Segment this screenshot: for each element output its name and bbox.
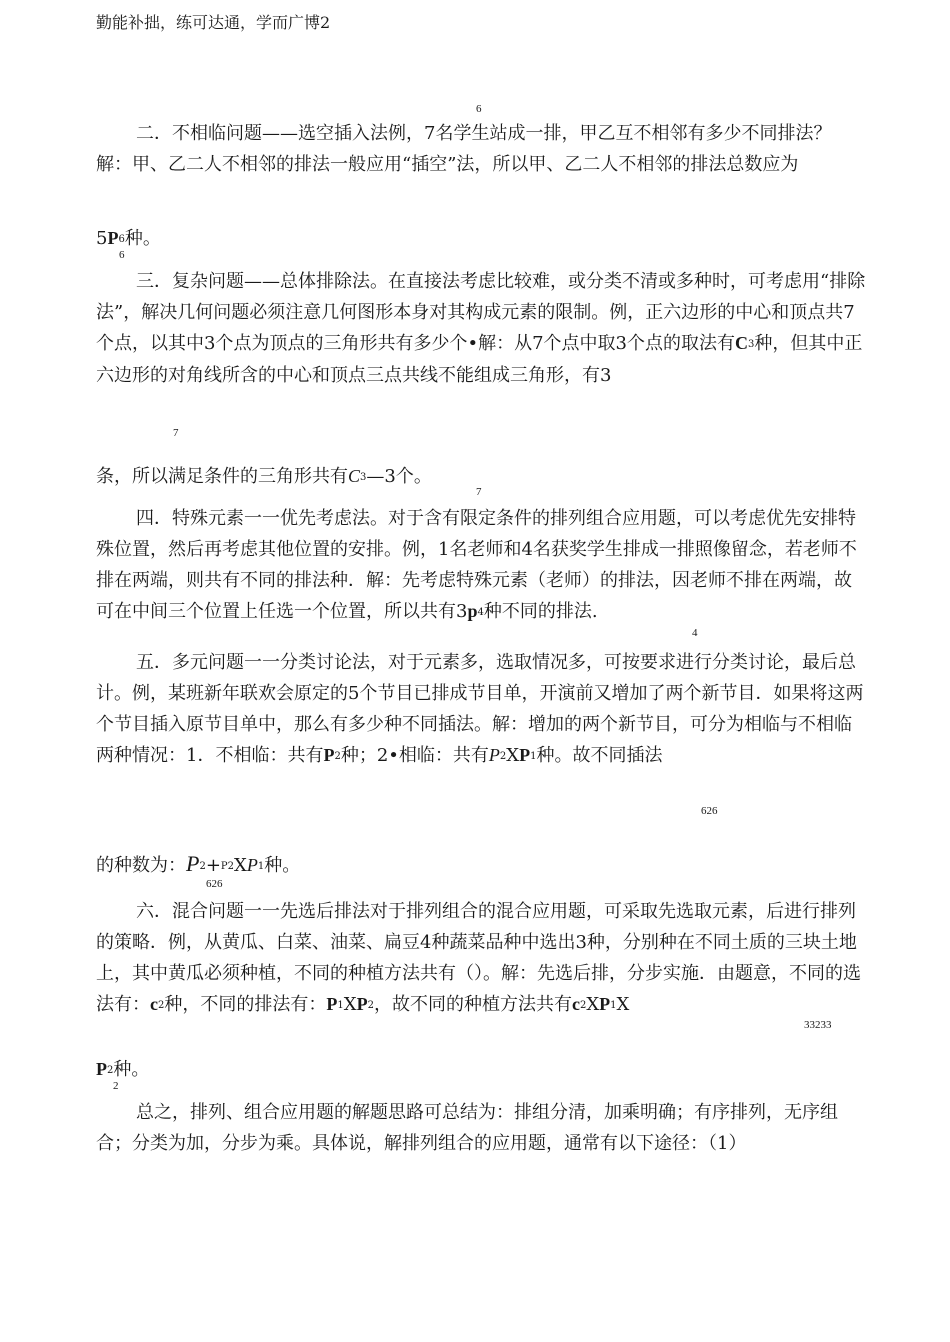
s5-x1: X (506, 745, 520, 766)
s5-sym3: P (519, 745, 531, 765)
s5-x2: X (234, 855, 247, 876)
s6-x3: X (616, 994, 630, 1015)
s6-x2: X (586, 994, 600, 1015)
s5-mid: 种；2•相临：共有 (340, 745, 489, 766)
s5-plus: + (205, 855, 221, 876)
section-2-paragraph: 二．不相临问题——选空插入法例，7名学生站成一排，甲乙互不相邻有多少不同排法？解：甲、乙二人不相邻的排法一般应用“插空”法，所以甲、乙二人不相邻的排法总数应为 (96, 123, 832, 175)
s5-f1-sub: 2 (199, 861, 206, 872)
summary-paragraph: 总之，排列、组合应用题的解题思路可总结为：排组分清，加乘明确；有序排列，无序组合；分类为加，分步为乘。具体说，解排列组合的应用题，通常有以下途径：（1） (96, 1102, 838, 1154)
s6-end-num: 2 (113, 1080, 119, 1092)
s3-body-b: 种，但其中正六边形的对角线所含的中心和顶点三点共线不能组成三角形，有3 (96, 333, 863, 386)
s2-result-post: 种。 (124, 228, 161, 249)
s3-num-7a: 7 (173, 427, 179, 439)
s5-body-a: 五．多元问题一一分类讨论法，对于元素多，选取情况多，可按要求进行分类讨论，最后总计。例，某班新年联欢会原定的5个节目已排成节目单，开演前又增加了两个新节目．如果将这两个节目插入原节目单中，那么有多少种不同插法。解：增加的两个新节目，可分为相临与不相临两种情况：1．不相临：共有 (96, 652, 864, 766)
s6-p2-sup: 2 (367, 1000, 374, 1011)
s4-res-post: 种不同的排法. (483, 601, 598, 622)
s5-kind-line (96, 852, 300, 879)
s3-concl-post: —3个。 (366, 466, 432, 487)
s6-end-post: 种。 (113, 1059, 150, 1080)
s5-f2: P (220, 861, 228, 872)
s5-kind-pre: 的种数为： (96, 855, 186, 876)
s5-sup2: 2 (499, 751, 507, 762)
s2-below-num: 6 (119, 249, 125, 261)
s6-mid1: 种，不同的排法有： (164, 994, 327, 1015)
section-3-paragraph (96, 266, 866, 391)
s6-p1-sup: 1 (337, 1000, 344, 1011)
s5-f3-sup: 1 (257, 861, 265, 872)
s5-nums-a: 626 (701, 805, 718, 817)
s6-end-line (96, 1057, 149, 1083)
page-header: 勤能补拙，练可达通，学而广博2 (96, 13, 331, 32)
s6-c2-sup: 2 (579, 1000, 587, 1011)
s5-f3: P (246, 855, 258, 875)
s2-result-sym: P (107, 228, 119, 248)
s2-result-pre: 5 (96, 228, 108, 249)
s5-sup1: 2 (334, 751, 341, 762)
s2-result-sub: 6 (118, 234, 125, 245)
s4-res-sym: p (467, 601, 478, 621)
s3-concl-sym: C (348, 466, 361, 486)
s3-concl-pre: 条，所以满足条件的三角形共有 (96, 466, 348, 487)
s5-f2-sub: 2 (227, 861, 235, 872)
s4-below-num: 4 (692, 627, 698, 639)
s3-sup: 3 (747, 339, 755, 350)
s3-concl-sub: 3 (360, 472, 367, 483)
section-4-paragraph (96, 503, 866, 628)
s6-p3: P (599, 994, 611, 1014)
s5-body-b: 种。故不同插法 (536, 745, 663, 766)
s3-sym: C (734, 333, 748, 353)
s4-res-pre: 3 (456, 601, 468, 622)
s3-conclusion (96, 464, 432, 490)
s6-p3-sup: 1 (610, 1000, 617, 1011)
s2-top-num: 6 (476, 103, 482, 115)
s6-c1-sup: 2 (158, 1000, 165, 1011)
s4-body: 四．特殊元素一一优先考虑法。对于含有限定条件的排列组合应用题，可以考虑优先安排特殊位置，然后再考虑其他位置的安排。例，1名老师和4名获奖学生排成一排照像留念，若老师不排在两端，则共有不同的排法种．解：先考虑特殊元素（老师）的排法，因老师不排在两端，故可在中间三个位置上任选一个位置，所以共有 (96, 508, 857, 622)
s6-body-a: 六．混合问题一一先选后排法对于排列组合的混合应用题，可采取先选取元素，后进行排列的策略．例，从黄瓜、白菜、油菜、扁豆4种蔬菜品种中选出3种，分别种在不同土质的三块土地上，其中黄瓜必须种植，不同的种植方法共有（）。解：先选后排，分步实施．由题意，不同的选法有： (96, 901, 861, 1015)
section-5-paragraph (96, 647, 866, 772)
s6-nums: 33233 (804, 1019, 832, 1031)
s5-kind-post: 种。 (264, 855, 301, 876)
s3-num-7b: 7 (476, 486, 482, 498)
s6-end-sup: 2 (107, 1065, 114, 1076)
s5-nums-b: 626 (206, 878, 223, 890)
s6-end-sym: P (96, 1059, 107, 1079)
s5-sup3: 1 (530, 751, 537, 762)
s5-sym2: P (488, 745, 500, 765)
s5-f1: P (186, 851, 200, 876)
s6-p2: P (356, 994, 368, 1014)
s3-body-a: 三．复杂问题——总体排除法。在直接法考虑比较难，或分类不清或多种时，可考虑用“排除法”，解决几何问题必须注意几何图形本身对其构成元素的限制。例，正六边形的中心和顶点共7个点，以其中3个点为顶点的三角形共有多少个•解：从7个点中取3个点的取法有 (96, 271, 866, 354)
s6-mid2: ，故不同的种植方法共有 (373, 994, 572, 1015)
section-6-paragraph (96, 896, 866, 1021)
s6-p1: P (326, 994, 338, 1014)
s6-c1: c (150, 994, 158, 1014)
s2-result-line (96, 226, 161, 252)
s6-x1: X (343, 994, 357, 1015)
s4-res-sub: 4 (477, 607, 484, 618)
s6-c2: c (571, 994, 580, 1014)
s5-sym1: P (323, 745, 335, 765)
